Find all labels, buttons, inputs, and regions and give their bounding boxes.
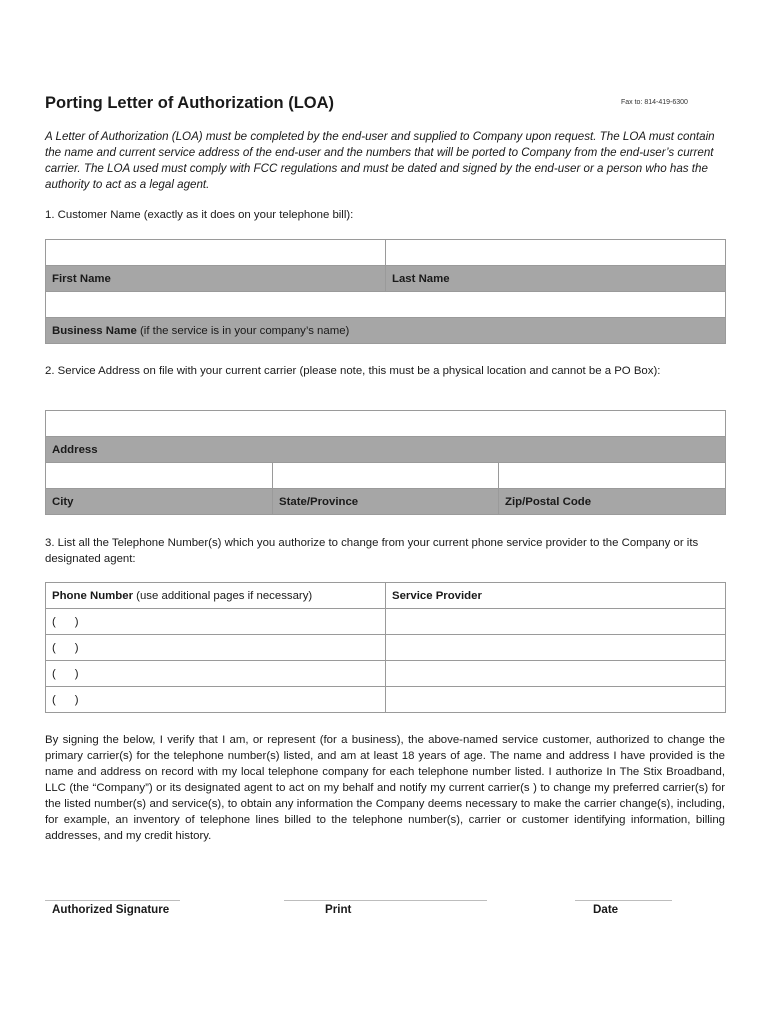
table-row xyxy=(46,609,726,635)
business-name-label-text: Business Name xyxy=(52,324,137,337)
city-field[interactable] xyxy=(46,463,273,489)
phone-number-field[interactable]: ( ) xyxy=(46,661,386,687)
last-name-field[interactable] xyxy=(386,240,726,266)
address-label: Address xyxy=(46,437,726,463)
authorization-statement: By signing the below, I verify that I am, or represent (for a business), the above-named service customer, authorized to change the primary carrier(s) for the telephone number(s) listed, and am at least 18 years of age. The name and address I have provided is the name and address on record with my local telephone company for each telephone number listed. I authorize In The Stix Broadband, LLC (the “Company”) or its designated agent to act on my behalf and notify my current carrier(s ) to change my preferred carrier(s) for the listed number(s) and service(s), to obtain any information the Company deems necessary to make the carrier change(s), including, for example, an inventory of telephone lines billed to the telephone number(s), carrier or customer identifying information, billing addresses, and my credit history. xyxy=(45,734,725,842)
business-name-label xyxy=(46,318,726,344)
date-line[interactable] xyxy=(575,900,672,901)
phone-number-note: (use additional pages if necessary) xyxy=(133,589,313,602)
telephone-numbers-question: 3. List all the Telephone Number(s) which you authorize to change from your current phone service provider to the Company or its designated agent: xyxy=(45,537,699,565)
service-address-table xyxy=(45,410,726,515)
date-label: Date xyxy=(593,903,619,916)
zip-field[interactable] xyxy=(499,463,726,489)
phone-number-label: Phone Number xyxy=(52,589,134,602)
print-label: Print xyxy=(325,903,352,916)
phone-number-field[interactable]: ( ) xyxy=(46,609,386,635)
state-field[interactable] xyxy=(273,463,499,489)
fax-number: Fax to: 814-419-6300 xyxy=(621,99,688,106)
address-field[interactable] xyxy=(46,411,726,437)
page-title: Porting Letter of Authorization (LOA) xyxy=(45,94,335,112)
state-label: State/Province xyxy=(273,489,499,515)
business-name-note: (if the service is in your company’s name) xyxy=(136,324,350,337)
table-row xyxy=(46,687,726,713)
first-name-label: First Name xyxy=(46,266,386,292)
phone-number-header xyxy=(46,583,386,609)
zip-label: Zip/Postal Code xyxy=(499,489,726,515)
service-provider-field[interactable] xyxy=(386,687,726,713)
phone-number-field[interactable]: ( ) xyxy=(46,687,386,713)
telephone-numbers-table xyxy=(45,582,726,713)
service-provider-field[interactable] xyxy=(386,661,726,687)
table-row xyxy=(46,635,726,661)
service-provider-header: Service Provider xyxy=(386,583,726,609)
phone-number-field[interactable]: ( ) xyxy=(46,635,386,661)
first-name-field[interactable] xyxy=(46,240,386,266)
service-provider-field[interactable] xyxy=(386,635,726,661)
city-label: City xyxy=(46,489,273,515)
service-address-question: 2. Service Address on file with your current carrier (please note, this must be a physical location and cannot be a PO Box): xyxy=(45,365,661,377)
signature-label: Authorized Signature xyxy=(52,903,170,916)
customer-name-question: 1. Customer Name (exactly as it does on your telephone bill): xyxy=(45,209,354,221)
table-row xyxy=(46,661,726,687)
business-name-field[interactable] xyxy=(46,292,726,318)
service-provider-field[interactable] xyxy=(386,609,726,635)
customer-name-table xyxy=(45,239,726,344)
intro-text: A Letter of Authorization (LOA) must be completed by the end-user and supplied to Company upon request. The LOA must contain the name and current service address of the end-user and the numbers that will be ported to Company from the end-user’s current carrier. The LOA used must comply with FCC regulations and must be dated and signed by the end-user or a person who has the authority to act as a legal agent. xyxy=(45,130,715,191)
signature-line[interactable] xyxy=(45,900,180,901)
last-name-label: Last Name xyxy=(386,266,726,292)
print-line[interactable] xyxy=(284,900,487,901)
